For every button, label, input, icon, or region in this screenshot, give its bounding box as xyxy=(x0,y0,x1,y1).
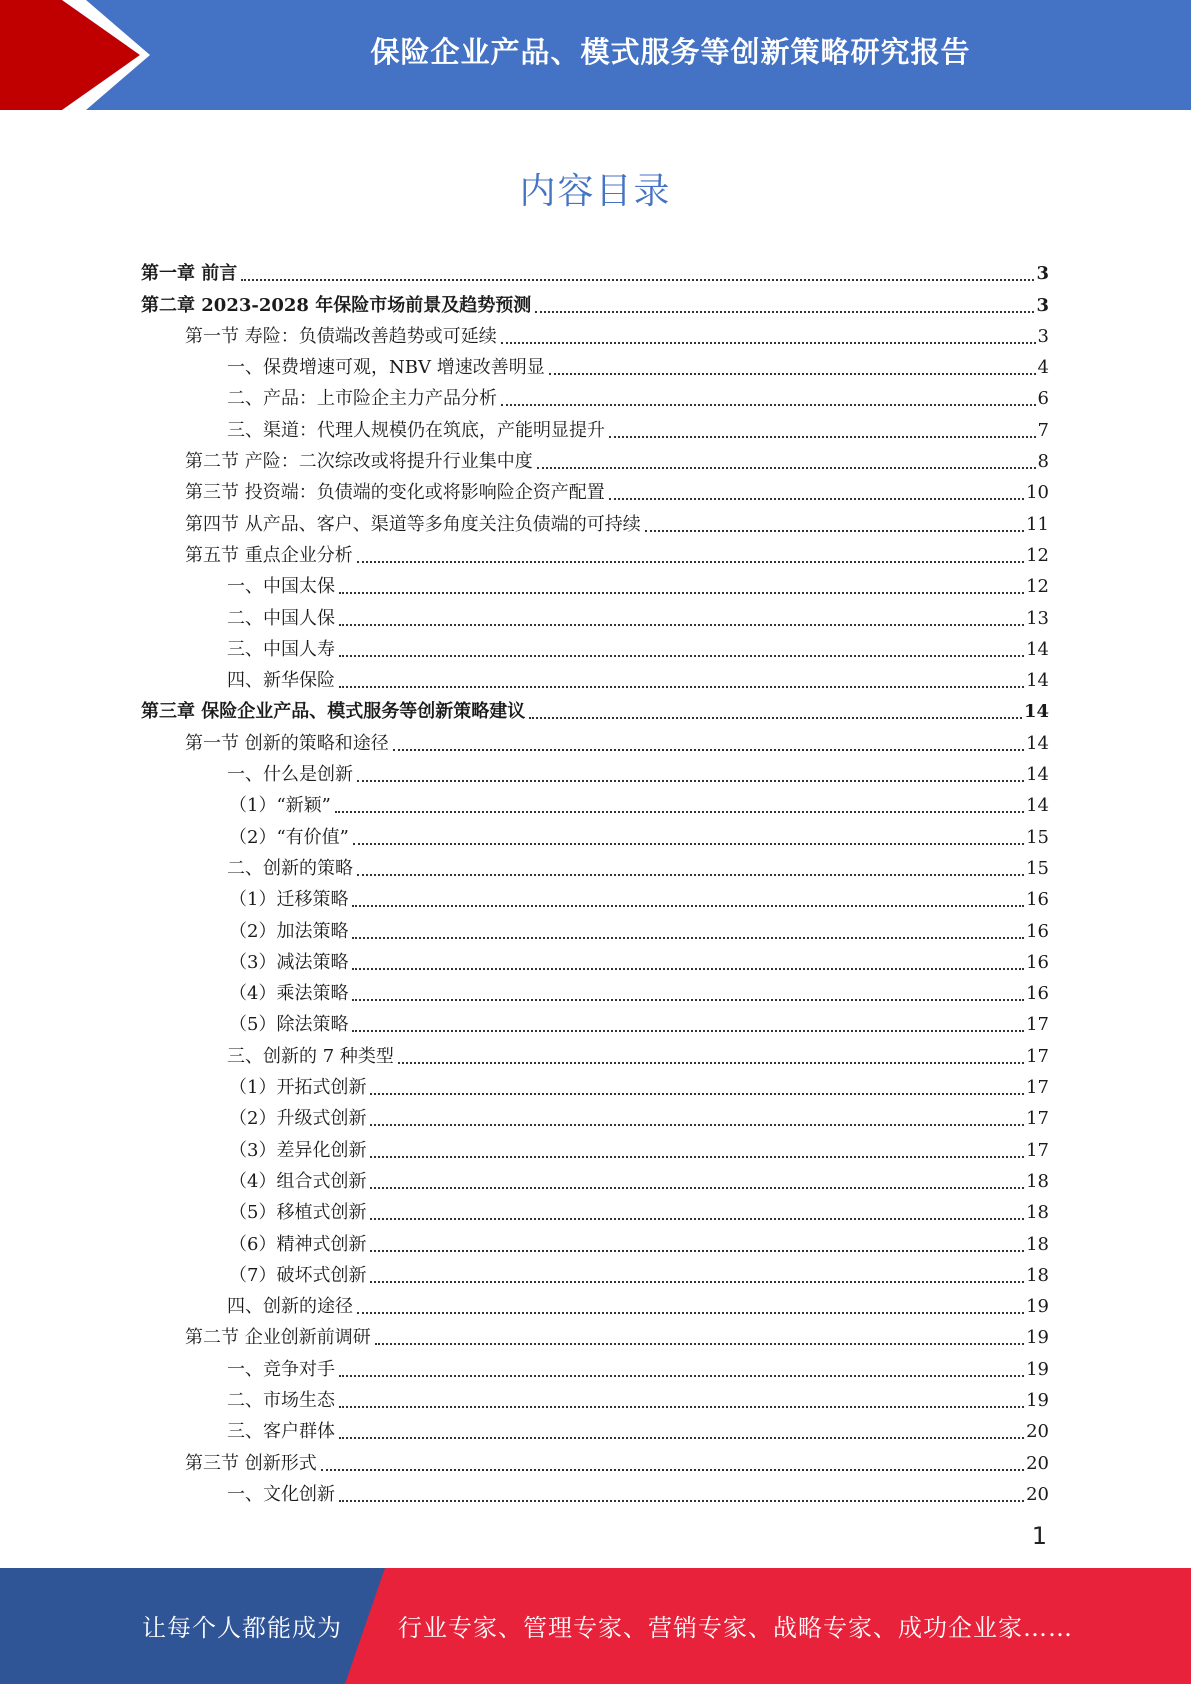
toc-entry[interactable] xyxy=(141,1193,1049,1224)
toc-entry[interactable] xyxy=(141,1005,1049,1036)
toc-entry-page: 18 xyxy=(1026,1170,1049,1192)
toc-entry-label: 四、创新的途径 xyxy=(227,1296,353,1318)
toc-entry-page: 19 xyxy=(1026,1358,1049,1380)
toc-entry[interactable] xyxy=(141,1224,1049,1255)
toc-entry-label: 一、什么是创新 xyxy=(227,764,353,786)
toc-leader-dots xyxy=(549,373,1036,375)
toc-leader-dots xyxy=(335,811,1024,813)
toc-entry-label: 第一章 前言 xyxy=(141,263,238,285)
toc-entry-page: 10 xyxy=(1026,482,1049,504)
toc-entry-page: 11 xyxy=(1026,513,1049,535)
toc-entry-label: 一、保费增速可观，NBV 增速改善明显 xyxy=(227,357,545,379)
toc-entry-page: 19 xyxy=(1026,1389,1049,1411)
toc-entry[interactable] xyxy=(141,880,1049,911)
toc-entry[interactable] xyxy=(141,442,1049,473)
toc-entry-label: （1）“新颖” xyxy=(229,795,331,817)
toc-leader-dots xyxy=(537,467,1036,469)
toc-leader-dots xyxy=(375,1343,1024,1345)
toc-entry[interactable] xyxy=(141,379,1049,410)
toc-entry[interactable] xyxy=(141,1036,1049,1067)
toc-entry[interactable] xyxy=(141,723,1049,754)
toc-entry-label: 第二节 企业创新前调研 xyxy=(185,1327,371,1349)
toc-entry-label: 第五节 重点企业分析 xyxy=(185,544,353,566)
toc-entry[interactable] xyxy=(141,1381,1049,1412)
toc-entry[interactable] xyxy=(141,598,1049,629)
toc-entry-label: （7）破坏式创新 xyxy=(229,1264,367,1286)
toc-entry-page: 12 xyxy=(1026,576,1049,598)
toc-entry-label: 三、创新的 7 种类型 xyxy=(227,1045,394,1067)
toc-leader-dots xyxy=(370,1250,1024,1252)
toc-entry-label: 第二节 产险：二次综改或将提升行业集中度 xyxy=(185,451,533,473)
toc-entry-label: 三、渠道：代理人规模仍在筑底，产能明显提升 xyxy=(227,419,605,441)
toc-leader-dots xyxy=(370,1093,1024,1095)
toc-entry-page: 15 xyxy=(1026,857,1049,879)
toc-entry[interactable] xyxy=(141,1256,1049,1287)
toc-entry[interactable] xyxy=(141,254,1049,285)
toc-entry-label: 三、中国人寿 xyxy=(227,638,335,660)
toc-entry-label: 第一节 寿险：负债端改善趋势或可延续 xyxy=(185,325,497,347)
toc-leader-dots xyxy=(535,311,1034,313)
toc-entry[interactable] xyxy=(141,1099,1049,1130)
toc-entry-page: 17 xyxy=(1026,1045,1049,1067)
toc-entry-label: （6）精神式创新 xyxy=(229,1233,367,1255)
toc-leader-dots xyxy=(357,1312,1024,1314)
toc-leader-dots xyxy=(609,498,1024,500)
toc-entry[interactable] xyxy=(141,536,1049,567)
toc-entry-page: 13 xyxy=(1026,607,1049,629)
toc-entry-page: 14 xyxy=(1026,732,1049,754)
toc-entry-label: 第三章 保险企业产品、模式服务等创新策略建议 xyxy=(141,701,526,723)
toc-entry[interactable] xyxy=(141,1162,1049,1193)
toc-leader-dots xyxy=(398,1062,1024,1064)
toc-leader-dots xyxy=(529,717,1022,719)
toc-entry[interactable] xyxy=(141,786,1049,817)
toc-entry-page: 3 xyxy=(1036,294,1049,316)
footer-slogan-left: 让每个人都能成为 xyxy=(142,1614,342,1642)
toc-leader-dots xyxy=(370,1187,1024,1189)
toc-entry-page: 12 xyxy=(1026,544,1049,566)
toc-entry-label: 二、创新的策略 xyxy=(227,857,353,879)
toc-entry[interactable] xyxy=(141,630,1049,661)
toc-entry[interactable] xyxy=(141,1287,1049,1318)
toc-leader-dots xyxy=(339,1406,1024,1408)
toc-entry[interactable] xyxy=(141,943,1049,974)
table-of-contents xyxy=(141,254,1049,1506)
toc-entry-page: 18 xyxy=(1026,1264,1049,1286)
toc-entry-page: 16 xyxy=(1026,889,1049,911)
toc-entry-page: 17 xyxy=(1026,1108,1049,1130)
toc-entry[interactable] xyxy=(141,692,1049,723)
toc-entry[interactable] xyxy=(141,817,1049,848)
toc-entry[interactable] xyxy=(141,285,1049,316)
toc-entry-label: （4）乘法策略 xyxy=(229,983,349,1005)
toc-entry-page: 14 xyxy=(1026,638,1049,660)
toc-entry-page: 4 xyxy=(1037,357,1049,379)
toc-entry-page: 16 xyxy=(1026,920,1049,942)
toc-entry-label: （3）差异化创新 xyxy=(229,1139,367,1161)
toc-entry[interactable] xyxy=(141,348,1049,379)
toc-entry-page: 20 xyxy=(1026,1452,1049,1474)
toc-entry-label: 二、市场生态 xyxy=(227,1389,335,1411)
toc-leader-dots xyxy=(321,1469,1024,1471)
toc-entry-label: 第二章 2023-2028 年保险市场前景及趋势预测 xyxy=(141,294,532,316)
toc-entry-page: 14 xyxy=(1026,764,1049,786)
toc-entry-label: 第三节 创新形式 xyxy=(185,1452,317,1474)
toc-entry[interactable] xyxy=(141,661,1049,692)
toc-entry-page: 8 xyxy=(1037,451,1049,473)
toc-entry-label: 三、客户群体 xyxy=(227,1421,335,1443)
toc-entry[interactable] xyxy=(141,317,1049,348)
toc-entry-label: （2）“有价值” xyxy=(229,826,349,848)
toc-leader-dots xyxy=(339,1375,1024,1377)
toc-leader-dots xyxy=(339,1437,1024,1439)
toc-leader-dots xyxy=(339,1500,1024,1502)
toc-entry[interactable] xyxy=(141,1318,1049,1349)
toc-entry-page: 20 xyxy=(1026,1483,1049,1505)
toc-entry-page: 17 xyxy=(1026,1077,1049,1099)
toc-entry-label: （2）加法策略 xyxy=(229,920,349,942)
toc-leader-dots xyxy=(370,1218,1024,1220)
toc-entry-label: 一、文化创新 xyxy=(227,1483,335,1505)
toc-entry-label: 第三节 投资端：负债端的变化或将影响险企资产配置 xyxy=(185,482,605,504)
toc-leader-dots xyxy=(370,1124,1024,1126)
toc-leader-dots xyxy=(339,624,1024,626)
toc-entry-label: （3）减法策略 xyxy=(229,951,349,973)
toc-entry-page: 3 xyxy=(1037,325,1049,347)
footer-band xyxy=(0,1568,1191,1684)
toc-entry-page: 14 xyxy=(1023,701,1049,723)
toc-entry-page: 18 xyxy=(1026,1233,1049,1255)
toc-entry[interactable] xyxy=(141,504,1049,535)
toc-entry[interactable] xyxy=(141,1130,1049,1161)
page-number: 1 xyxy=(1031,1522,1047,1550)
toc-entry-label: 二、中国人保 xyxy=(227,607,335,629)
toc-leader-dots xyxy=(501,342,1036,344)
toc-entry-page: 20 xyxy=(1026,1421,1049,1443)
report-title: 保险企业产品、模式服务等创新策略研究报告 xyxy=(370,34,971,69)
toc-leader-dots xyxy=(645,530,1024,532)
toc-leader-dots xyxy=(352,905,1024,907)
toc-entry[interactable] xyxy=(141,849,1049,880)
toc-entry[interactable] xyxy=(141,1068,1049,1099)
toc-entry-label: 一、中国太保 xyxy=(227,576,335,598)
toc-entry[interactable] xyxy=(141,1349,1049,1380)
toc-entry-page: 14 xyxy=(1026,795,1049,817)
toc-entry[interactable] xyxy=(141,911,1049,942)
toc-entry[interactable] xyxy=(141,473,1049,504)
toc-entry-page: 6 xyxy=(1037,388,1049,410)
toc-leader-dots xyxy=(370,1281,1024,1283)
toc-entry-page: 18 xyxy=(1026,1202,1049,1224)
toc-entry[interactable] xyxy=(141,567,1049,598)
toc-leader-dots xyxy=(357,780,1024,782)
toc-entry-label: （2）升级式创新 xyxy=(229,1108,367,1130)
toc-entry-label: 第一节 创新的策略和途径 xyxy=(185,732,389,754)
toc-entry-page: 3 xyxy=(1036,263,1049,285)
toc-heading: 内容目录 xyxy=(519,171,672,212)
toc-leader-dots xyxy=(609,436,1036,438)
toc-leader-dots xyxy=(352,1030,1024,1032)
toc-entry-label: （1）开拓式创新 xyxy=(229,1077,367,1099)
toc-leader-dots xyxy=(501,404,1036,406)
toc-entry-page: 19 xyxy=(1026,1327,1049,1349)
toc-leader-dots xyxy=(357,561,1024,563)
toc-entry[interactable] xyxy=(141,974,1049,1005)
toc-leader-dots xyxy=(393,749,1024,751)
toc-leader-dots xyxy=(339,686,1024,688)
toc-entry[interactable] xyxy=(141,1412,1049,1443)
toc-entry-label: 二、产品：上市险企主力产品分析 xyxy=(227,388,497,410)
toc-leader-dots xyxy=(339,592,1024,594)
toc-entry-label: （5）除法策略 xyxy=(229,1014,349,1036)
toc-entry-page: 16 xyxy=(1026,983,1049,1005)
toc-entry-page: 19 xyxy=(1026,1296,1049,1318)
toc-entry-label: （4）组合式创新 xyxy=(229,1170,367,1192)
toc-entry[interactable] xyxy=(141,1475,1049,1506)
header-band xyxy=(0,0,1191,110)
toc-leader-dots xyxy=(352,968,1024,970)
toc-entry-label: 四、新华保险 xyxy=(227,670,335,692)
toc-leader-dots xyxy=(370,1156,1024,1158)
toc-entry-page: 15 xyxy=(1026,826,1049,848)
toc-entry-page: 17 xyxy=(1026,1014,1049,1036)
toc-entry-label: 一、竞争对手 xyxy=(227,1358,335,1380)
toc-leader-dots xyxy=(357,874,1024,876)
toc-leader-dots xyxy=(352,937,1024,939)
toc-entry-label: （5）移植式创新 xyxy=(229,1202,367,1224)
toc-entry[interactable] xyxy=(141,1443,1049,1474)
toc-entry[interactable] xyxy=(141,755,1049,786)
toc-entry-page: 14 xyxy=(1026,670,1049,692)
toc-leader-dots xyxy=(352,999,1024,1001)
toc-leader-dots xyxy=(339,655,1024,657)
toc-entry-label: （1）迁移策略 xyxy=(229,889,349,911)
toc-entry-page: 7 xyxy=(1037,419,1049,441)
toc-entry-page: 17 xyxy=(1026,1139,1049,1161)
toc-entry-page: 16 xyxy=(1026,951,1049,973)
toc-entry-label: 第四节 从产品、客户、渠道等多角度关注负债端的可持续 xyxy=(185,513,641,535)
toc-leader-dots xyxy=(353,843,1024,845)
toc-entry[interactable] xyxy=(141,410,1049,441)
footer-slogan-right: 行业专家、管理专家、营销专家、战略专家、成功企业家…… xyxy=(398,1614,1073,1642)
toc-leader-dots xyxy=(241,279,1034,281)
